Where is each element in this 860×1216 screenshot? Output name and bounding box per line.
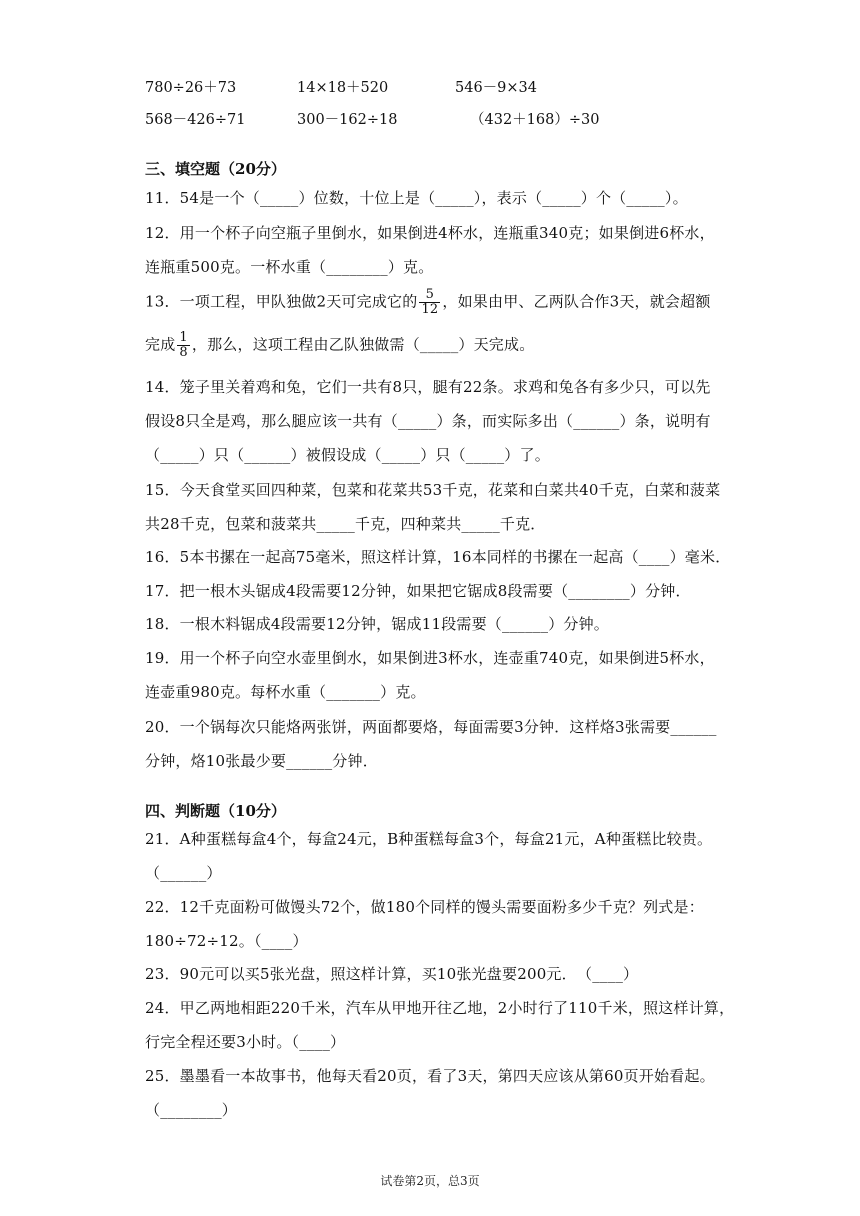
question-25-line1: 25．墨墨看一本故事书，他每天看20页，看了3天，第四天应该从第60页开始看起。 <box>145 1067 715 1085</box>
question-17: 17．把一根木头锯成4段需要12分钟，如果把它锯成8段需要（________）分钟． <box>145 582 691 600</box>
calc-item: 14×18＋520 <box>297 80 389 96</box>
question-15-line2: 共28千克，包菜和菠菜共_____千克，四种菜共_____千克． <box>145 515 546 533</box>
question-19-line2: 连壶重980克。每杯水重（_______）克。 <box>145 683 426 701</box>
calc-item: 300－162÷18 <box>297 112 398 128</box>
question-18: 18．一根木料锯成4段需要12分钟，锯成11段需要（______）分钟。 <box>145 615 610 633</box>
section-title: 三、填空题（20分） <box>145 160 286 178</box>
question-13-text: 13．一项工程，甲队独做2天可完成它的 <box>145 292 418 311</box>
question-14-line1: 14．笼子里关着鸡和兔，它们一共有8只，腿有22条。求鸡和兔各有多少只，可以先 <box>145 378 711 396</box>
calc-item: 546－9×34 <box>455 80 538 96</box>
calc-item: （432＋168）÷30 <box>470 112 600 128</box>
fraction-denominator: 8 <box>179 345 188 360</box>
question-13-line1 <box>145 288 711 317</box>
question-13-line2 <box>145 331 534 360</box>
fraction <box>177 331 189 360</box>
question-12-line2: 连瓶重500克。一杯水重（________）克。 <box>145 258 434 276</box>
calc-item: 568－426÷71 <box>145 112 246 128</box>
calc-item: 780÷26＋73 <box>145 80 237 96</box>
question-24-line2: 行完全程还要3小时。（____） <box>145 1033 346 1051</box>
fraction <box>419 288 440 317</box>
question-12-line1: 12．用一个杯子向空瓶子里倒水，如果倒进4杯水，连瓶重340克；如果倒进6杯水， <box>145 224 715 242</box>
question-14-line2: 假设8只全是鸡，那么腿应该一共有（_____）条，而实际多出（______）条，说明有 <box>145 412 711 430</box>
page-footer: 试卷第2页，总3页 <box>380 1174 480 1188</box>
question-13-text: ，如果由甲、乙两队合作3天，就会超额 <box>442 292 711 311</box>
section-title: 四、判断题（10分） <box>145 802 286 820</box>
question-19-line1: 19．用一个杯子向空水壶里倒水，如果倒进3杯水，连壶重740克，如果倒进5杯水， <box>145 649 715 667</box>
question-13-text: 完成 <box>145 335 176 354</box>
question-24-line1: 24．甲乙两地相距220千米，汽车从甲地开往乙地，2小时行了110千米，照这样计算， <box>145 999 735 1017</box>
question-13-text: ，那么，这项工程由乙队独做需（_____）天完成。 <box>191 335 535 354</box>
question-20-line1: 20．一个锅每次只能烙两张饼，两面都要烙，每面需要3分钟．这样烙3张需要______ <box>145 718 717 736</box>
question-22-line2: 180÷72÷12。（____） <box>145 932 308 950</box>
question-21-line1: 21．A种蛋糕每盒4个，每盒24元，B种蛋糕每盒3个，每盒21元，A种蛋糕比较贵。 <box>145 830 713 848</box>
question-22-line1: 22．12千克面粉可做馒头72个，做180个同样的馒头需要面粉多少千克？列式是： <box>145 898 704 916</box>
question-23: 23．90元可以买5张光盘，照这样计算，买10张光盘要200元． （____） <box>145 965 639 983</box>
question-14-line3: （_____）只（______）被假设成（_____）只（_____）了。 <box>145 446 550 464</box>
question-15-line1: 15．今天食堂买回四种菜，包菜和花菜共53千克，花菜和白菜共40千克，白菜和菠菜 <box>145 481 721 499</box>
question-21-line2: （______） <box>145 864 222 882</box>
fraction-numerator: 5 <box>419 288 440 303</box>
question-11: 11．54是一个（_____）位数，十位上是（_____），表示（_____）个（_____）。 <box>145 189 688 207</box>
fraction-numerator: 1 <box>179 330 188 345</box>
fraction-denominator: 12 <box>421 302 439 317</box>
question-16: 16．5本书摞在一起高75毫米，照这样计算，16本同样的书摞在一起高（____）毫米． <box>145 548 731 566</box>
question-25-line2: （________） <box>145 1101 238 1119</box>
question-20-line2: 分钟，烙10张最少要______分钟． <box>145 752 378 770</box>
